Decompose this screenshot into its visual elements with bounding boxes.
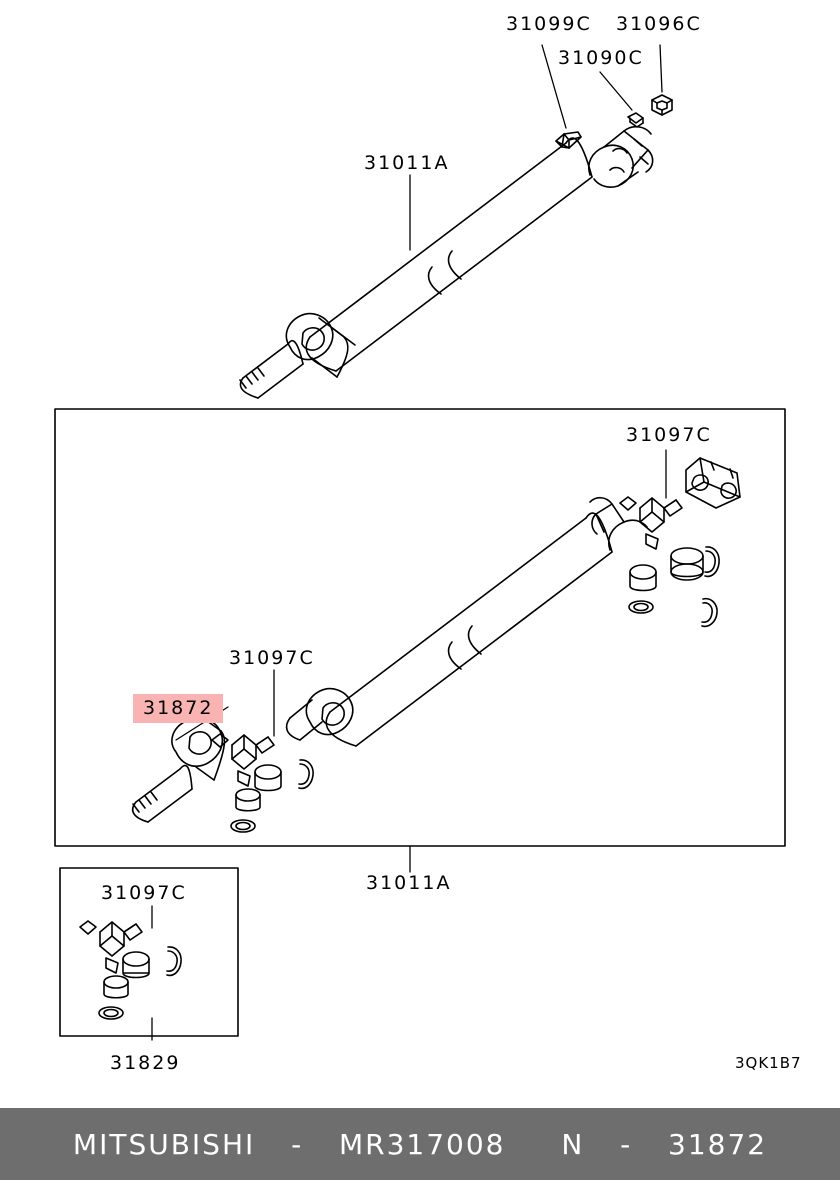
label-31011a-mid: 31011A bbox=[366, 872, 452, 894]
label-31829: 31829 bbox=[110, 1052, 181, 1074]
top-nut-31096c bbox=[652, 95, 672, 115]
drawing-code: 3QK1B7 bbox=[735, 1054, 802, 1072]
footer-suffix-letter: N bbox=[561, 1127, 585, 1161]
footer-text bbox=[73, 1128, 767, 1161]
mid-tube-yoke bbox=[287, 689, 353, 740]
footer-part-number: MR317008 bbox=[339, 1127, 506, 1161]
label-31096c: 31096C bbox=[616, 13, 702, 35]
footer-bar bbox=[0, 1105, 840, 1180]
mid-flange-fork bbox=[686, 458, 740, 508]
label-31099c: 31099C bbox=[506, 13, 592, 35]
label-31097c-upper-right: 31097C bbox=[626, 424, 712, 446]
label-31097c-mid-left: 31097C bbox=[229, 647, 315, 669]
inset-parts-cluster bbox=[99, 947, 181, 1019]
mid-shaft-tube bbox=[326, 513, 612, 746]
mid-left-parts-cluster bbox=[231, 760, 313, 832]
top-washer-31090c bbox=[628, 113, 643, 127]
footer-dash-2: - bbox=[620, 1127, 633, 1161]
mid-right-parts-cluster bbox=[629, 547, 719, 626]
top-bolt-31099c bbox=[556, 132, 581, 148]
mid-right-spider bbox=[620, 497, 682, 549]
footer-reference-number: 31872 bbox=[668, 1127, 768, 1161]
top-slip-yoke bbox=[240, 341, 303, 398]
mid-flange-yoke bbox=[590, 498, 647, 550]
label-31090c: 31090C bbox=[558, 47, 644, 69]
label-31097c-inset: 31097C bbox=[101, 882, 187, 904]
top-flange-yoke bbox=[589, 127, 653, 187]
footer-dash-1: - bbox=[291, 1127, 304, 1161]
slip-yoke-31872 bbox=[133, 718, 225, 822]
label-31011a-top: 31011A bbox=[364, 152, 450, 174]
label-31872-highlight: 31872 bbox=[133, 694, 223, 723]
footer-brand: MITSUBISHI bbox=[72, 1127, 256, 1161]
